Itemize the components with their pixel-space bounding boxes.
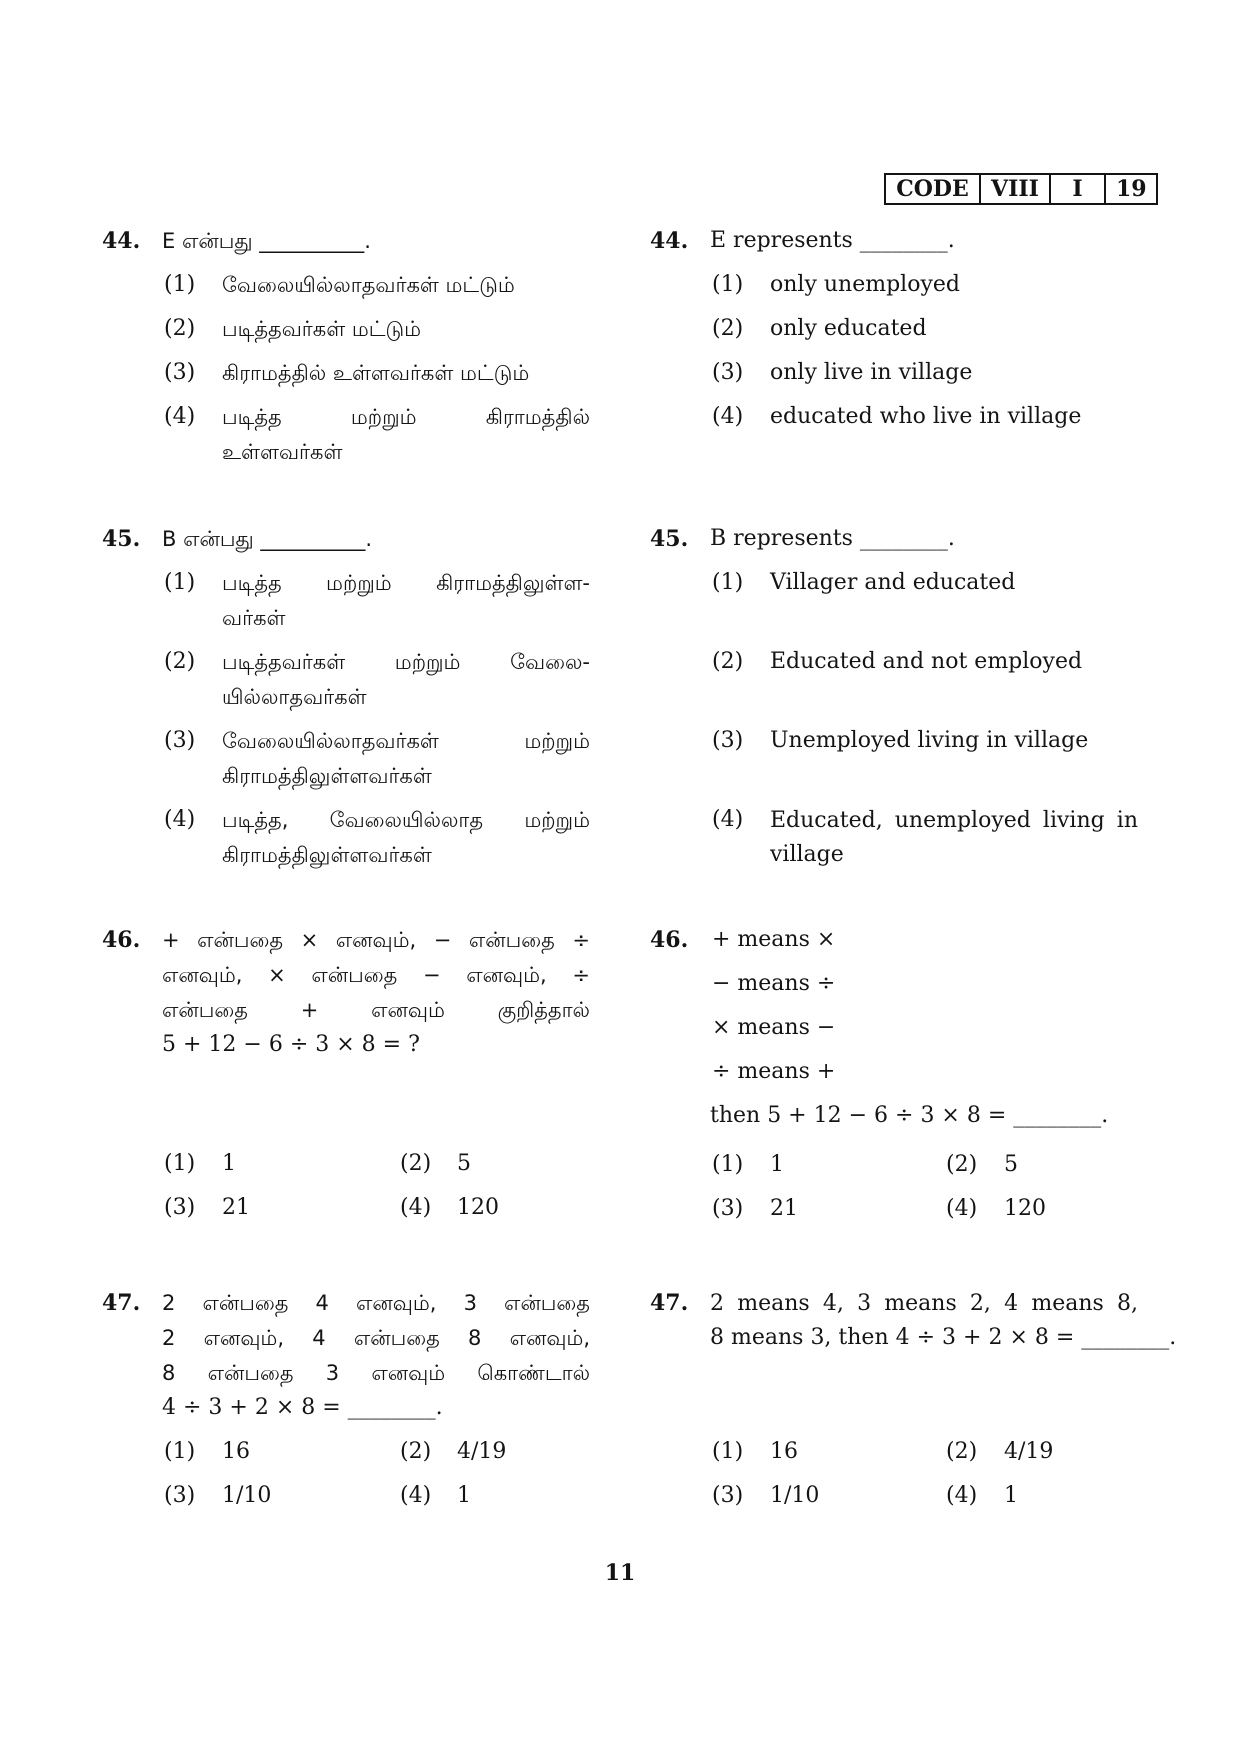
option-text: 4/19 — [457, 1439, 507, 1464]
question-line: 2 means 4, 3 means 2, 4 means 8, — [710, 1291, 1138, 1316]
question-number: 46. — [650, 927, 689, 953]
option-text: 4/19 — [1004, 1439, 1054, 1464]
option-number: (1) — [712, 1152, 744, 1177]
question-number: 46. — [102, 927, 141, 953]
option-text-line2: வர்கள் — [222, 606, 286, 630]
option-text-line2: கிராமத்திலுள்ளவர்கள் — [222, 764, 432, 788]
code-class: VIII — [979, 175, 1049, 203]
option-number: (1) — [164, 272, 196, 297]
option-number: (1) — [164, 1151, 196, 1176]
option-text: 5 — [457, 1151, 471, 1176]
option-number: (3) — [712, 1483, 744, 1508]
option-number: (3) — [164, 728, 196, 753]
option-number: (2) — [400, 1439, 432, 1464]
option-number: (4) — [400, 1195, 432, 1220]
option-text: 1 — [1004, 1483, 1018, 1508]
option-text: 120 — [1004, 1196, 1046, 1221]
option-number: (4) — [400, 1483, 432, 1508]
option-text-line1: படித்த, வேலையில்லாத மற்றும் — [222, 808, 590, 832]
option-number: (1) — [712, 1439, 744, 1464]
option-text: 1 — [457, 1483, 471, 1508]
code-box — [884, 173, 1158, 205]
option-text-line1: படித்த மற்றும் கிராமத்தில் — [222, 405, 590, 429]
option-number: (1) — [164, 1439, 196, 1464]
option-number: (4) — [946, 1196, 978, 1221]
option-number: (3) — [712, 1196, 744, 1221]
option-number: (4) — [164, 404, 196, 429]
option-number: (2) — [164, 316, 196, 341]
question-line: × means − — [712, 1015, 836, 1040]
question-number: 45. — [102, 526, 141, 552]
question-line: 5 + 12 − 6 ÷ 3 × 8 = ? — [162, 1032, 420, 1057]
option-text-line2: உள்ளவர்கள் — [222, 440, 343, 464]
option-number: (3) — [164, 1483, 196, 1508]
option-text: படித்தவர்கள் மட்டும் — [222, 317, 422, 341]
option-number: (3) — [164, 1195, 196, 1220]
option-text-line2: கிராமத்திலுள்ளவர்கள் — [222, 843, 432, 867]
option-text: only educated — [770, 316, 927, 341]
question-number: 47. — [102, 1290, 141, 1316]
code-set: I — [1049, 175, 1104, 203]
question-number: 44. — [102, 228, 141, 254]
question-line: 2 என்பதை 4 எனவும், 3 என்பதை — [162, 1291, 590, 1315]
option-number: (4) — [164, 807, 196, 832]
option-number: (3) — [164, 360, 196, 385]
option-number: (1) — [712, 570, 744, 595]
code-label: CODE — [896, 176, 969, 202]
question-stem: B என்பது __________. — [162, 527, 373, 551]
option-text-line1: படித்த மற்றும் கிராமத்திலுள்ள- — [222, 571, 590, 595]
option-number: (2) — [712, 316, 744, 341]
option-text: Villager and educated — [770, 570, 1016, 595]
option-number: (3) — [712, 728, 744, 753]
option-number: (4) — [712, 404, 744, 429]
question-line: என்பதை + எனவும் குறித்தால் — [162, 998, 590, 1022]
question-line: ÷ means + — [712, 1059, 836, 1084]
option-text: 120 — [457, 1195, 499, 1220]
option-text-line1: வேலையில்லாதவர்கள் மற்றும் — [222, 729, 590, 753]
question-stem: E represents ________. — [710, 228, 955, 253]
question-number: 47. — [650, 1290, 689, 1316]
option-text: only live in village — [770, 360, 973, 385]
option-text-line2: village — [770, 842, 844, 867]
option-text: 1 — [770, 1152, 784, 1177]
option-text: 16 — [770, 1439, 798, 1464]
option-number: (2) — [400, 1151, 432, 1176]
option-text: வேலையில்லாதவர்கள் மட்டும் — [222, 273, 515, 297]
question-line: 2 எனவும், 4 என்பதை 8 எனவும், — [162, 1326, 590, 1350]
question-stem: E என்பது __________. — [162, 229, 371, 253]
option-text: 5 — [1004, 1152, 1018, 1177]
question-line: எனவும், × என்பதை − எனவும், ÷ — [162, 963, 590, 987]
option-number: (1) — [712, 272, 744, 297]
option-text: 16 — [222, 1439, 250, 1464]
question-number: 44. — [650, 228, 689, 254]
question-line: + means × — [712, 927, 836, 952]
option-text: 1/10 — [770, 1483, 820, 1508]
question-line: then 5 + 12 − 6 ÷ 3 × 8 = ________. — [710, 1103, 1109, 1128]
option-text: Unemployed living in village — [770, 728, 1089, 753]
page-number: 11 — [604, 1560, 636, 1586]
option-text: Educated and not employed — [770, 649, 1083, 674]
option-text: 21 — [222, 1195, 250, 1220]
question-line: 4 ÷ 3 + 2 × 8 = ________. — [162, 1395, 443, 1420]
question-line: 8 என்பதை 3 எனவும் கொண்டால் — [162, 1361, 590, 1385]
code-year: 19 — [1104, 175, 1156, 203]
question-stem: B represents ________. — [710, 526, 955, 551]
question-line: 8 means 3, then 4 ÷ 3 + 2 × 8 = ________. — [710, 1325, 1177, 1350]
option-number: (1) — [164, 570, 196, 595]
option-number: (2) — [946, 1439, 978, 1464]
option-number: (4) — [712, 807, 744, 832]
question-line: − means ÷ — [712, 971, 836, 996]
option-number: (2) — [946, 1152, 978, 1177]
option-number: (4) — [946, 1483, 978, 1508]
option-text-line1: படித்தவர்கள் மற்றும் வேலை- — [222, 650, 590, 674]
option-text: only unemployed — [770, 272, 960, 297]
option-text: கிராமத்தில் உள்ளவர்கள் மட்டும் — [222, 361, 530, 385]
question-line: + என்பதை × எனவும், − என்பதை ÷ — [162, 928, 590, 952]
option-number: (3) — [712, 360, 744, 385]
option-text: 1/10 — [222, 1483, 272, 1508]
option-number: (2) — [712, 649, 744, 674]
option-text: educated who live in village — [770, 404, 1082, 429]
option-text: 21 — [770, 1196, 798, 1221]
option-text: 1 — [222, 1151, 236, 1176]
option-number: (2) — [164, 649, 196, 674]
option-text-line2: யில்லாதவர்கள் — [222, 685, 367, 709]
option-text-line1: Educated, unemployed living in — [770, 808, 1138, 833]
question-number: 45. — [650, 526, 689, 552]
